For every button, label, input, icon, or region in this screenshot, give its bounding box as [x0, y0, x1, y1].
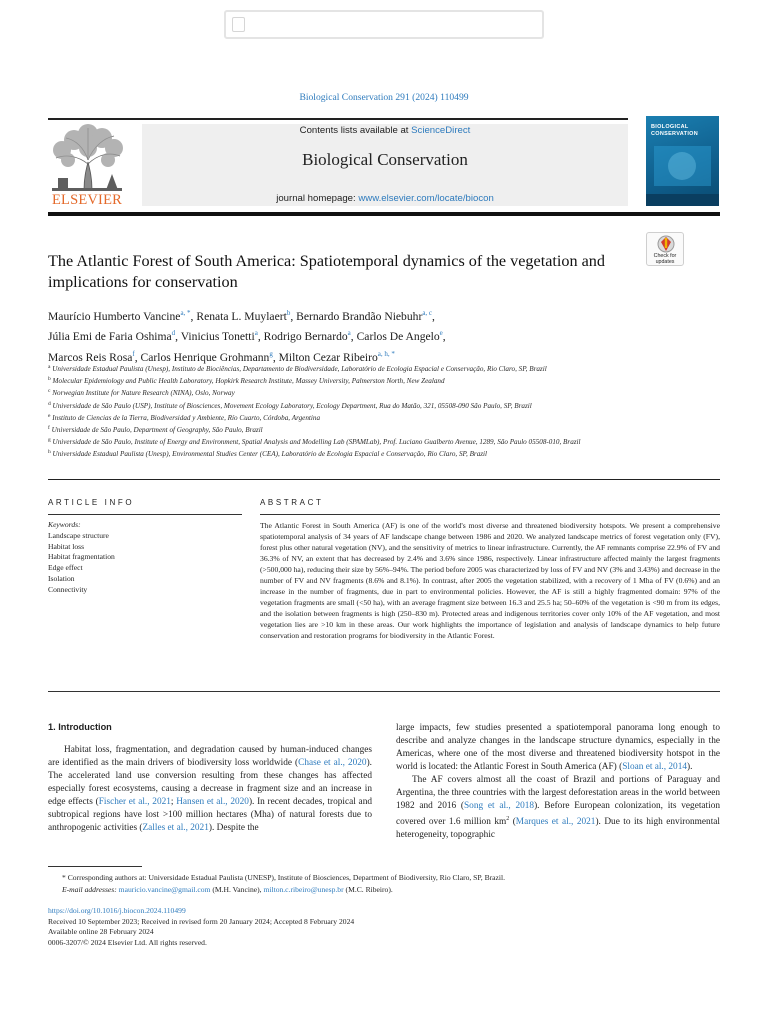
crossmark-line2: updates [655, 259, 675, 265]
author-separator: , [175, 330, 181, 344]
author-affiliation-marker[interactable]: a, c [422, 309, 433, 317]
email-owner: (M.H. Vancine), [210, 884, 264, 894]
author-separator: , [134, 350, 141, 364]
homepage-prefix: journal homepage: [276, 193, 359, 204]
available-online-date: Available online 28 February 2024 [48, 927, 154, 937]
article-info-rule [48, 514, 242, 515]
author-affiliation-marker[interactable]: a [254, 329, 258, 338]
author-affiliation-marker[interactable]: e [439, 329, 443, 338]
author-separator: , [272, 350, 279, 364]
author-affiliation-marker[interactable]: a [347, 329, 351, 338]
viewer-toolbar[interactable] [224, 10, 544, 39]
author-affiliation-marker[interactable]: g [269, 349, 273, 358]
intro-paragraph [396, 722, 720, 774]
intro-text: ). Despite the [208, 823, 259, 833]
affiliation-text: Instituto de Ciencias de la Tierra, Biodiversidad y Ambiente, Río Cuarto, Córdoba, Argentina [52, 413, 321, 422]
footnotes [48, 872, 720, 895]
cover-title-line2: CONSERVATION [651, 130, 698, 137]
reference-link[interactable]: Fischer et al., 2021 [98, 797, 171, 807]
affiliation-item [48, 386, 638, 398]
author-affiliation-marker[interactable]: b [286, 309, 291, 317]
keyword-item: Edge effect [48, 563, 83, 573]
intro-column-left [48, 744, 372, 835]
affiliation-text: Universidade Estadual Paulista (Unesp), Environmental Studies Center (CEA), Laboratório de Ecologia Espacial e Conservação, Rio Claro, SP, Brazil [52, 450, 488, 459]
keyword-item: Habitat fragmentation [48, 552, 115, 562]
sciencedirect-link[interactable]: ScienceDirect [411, 125, 471, 136]
superscript: 2 [506, 816, 510, 822]
header-top-rule [48, 118, 628, 120]
author-affiliation-marker[interactable]: f [132, 349, 135, 358]
reference-link[interactable]: Song et al., 2018 [464, 801, 535, 811]
affiliation-key: d [48, 400, 51, 407]
footnote-rule [48, 866, 142, 867]
author-separator: , [432, 310, 435, 323]
affiliation-text: Universidade de São Paulo (USP), Institute of Biosciences, Movement Ecology Laboratory, Ecology Department, Rua do Matão, 321, 05508-090 São Paulo, SP, Brazil [52, 401, 532, 410]
journal-title: Biological Conservation [302, 150, 468, 169]
article-title: The Atlantic Forest of South America: Spatiotemporal dynamics of the vegetation and implications for conservation [48, 252, 605, 291]
article-info-heading: ARTICLE INFO [48, 498, 135, 507]
article-info-top-rule [48, 479, 720, 480]
reference-link[interactable]: Chase et al., 2020 [298, 758, 367, 768]
email-link-vancine[interactable]: mauricio.vancine@gmail.com [118, 884, 211, 894]
received-dates: Received 10 September 2023; Received in revised form 20 January 2024; Accepted 8 February 2024 [48, 916, 355, 926]
doi-link[interactable]: https://doi.org/10.1016/j.biocon.2024.110499 [48, 906, 186, 915]
author-name[interactable]: Marcos Reis Rosa [48, 350, 133, 364]
intro-column-right [396, 722, 720, 842]
affiliation-key: h [48, 449, 51, 456]
contents-prefix: Contents lists available at [299, 125, 412, 136]
author-name[interactable]: Carlos De Angelo [356, 330, 440, 344]
abstract-heading: ABSTRACT [260, 498, 324, 507]
affiliation-item [48, 423, 638, 435]
keyword-item: Connectivity [48, 584, 88, 594]
intro-text: large impacts, few studies presented a spatiotemporal panorama long enough to describe and analyze changes in the landscape structure dynamics, especially in the Americas, where one of the most diverse and threatened biodiversity hotspot in the world is located: the Atlantic Forest in South America (AF) ( [396, 723, 720, 772]
abstract-rule [260, 514, 720, 515]
introduction-heading: 1. Introduction [48, 722, 112, 732]
keyword-item: Habitat loss [48, 541, 85, 551]
crossmark-icon [647, 234, 685, 254]
author-separator: , [290, 310, 297, 323]
affiliation-text: Universidade de São Paulo, Department of Geography, São Paulo, Brazil [51, 426, 263, 435]
check-for-updates-label [646, 253, 684, 265]
affiliation-key: c [48, 388, 51, 395]
affiliation-item [48, 399, 638, 411]
intro-paragraph [396, 774, 720, 842]
intro-text: ( [509, 817, 516, 828]
author-name[interactable]: Maurício Humberto Vancine [48, 310, 181, 323]
author-name[interactable]: Rodrigo Bernardo [263, 330, 348, 344]
email-line [48, 884, 720, 896]
abstract-text: The Atlantic Forest in South America (AF) is one of the world's most diverse and threatened biodiversity hotspots. We present a comprehensive spatiotemporal analysis of 34 years of AF landscape change between 1986 and 2020. We analyzed landscape metrics of forest vegetation only (FV), forest plus other natural vegetation (NV), and the sensitivity of metrics to linear infrastructure. Currently, the AF remnants comprise 22.9% of FV and 36.3% of NV, an extent that has decreased by 2.4% and 3.6% since 1986, respectively. Linear infrastructure affected mainly the largest fragments (>500,000 ha), reducing their size by 56%–94%. The period before 2005 was characterized by loss of FV and NV (3% and 3.43%) and decrease in the number of FV and NV fragments (8.6% and 8.1%). In contrast, after 2005 the vegetation stabilized, with a recovery of 1 Mha of FV (0.6%) and an increase in the number of fragments, due in part to environmental policies. However, the AF is still a highly fragmented domain: 97% of the vegetation fragments are small (<50 ha), with an average fragment size between 16.3 and 25.5 ha; 50–60% of the vegetation is <90 m from its edges, and the isolation between fragments is high (250–830 m). Protected areas and indigenous territories cover only 10% of the AF vegetation, and most vegetation lies are >10 km in these areas. Our work highlights the importance of legislation and analysis of landscape dynamics to help future conservation and restoration programs for biodiversity in the Atlantic Forest. [260, 521, 720, 640]
intro-text: Habitat loss, fragmentation, and degradation caused by human-induced changes are identified as the main drivers of biodiversity loss worldwide ( [48, 745, 372, 768]
cover-title [651, 124, 715, 137]
corresponding-author-note: * Corresponding authors at: Universidade Estadual Paulista (UNESP), Institute of Biosciences, Department of Biodiversity, Rio Claro, SP, Brazil. [62, 873, 506, 882]
affiliation-key: a [48, 364, 51, 370]
reference-link[interactable]: Sloan et al., 2014 [622, 762, 687, 772]
affiliation-key: g [48, 437, 51, 444]
email-link-ribeiro[interactable]: milton.c.ribeiro@unesp.br [263, 884, 344, 894]
author-separator: , [257, 330, 264, 344]
cover-title-line1: BIOLOGICAL [651, 124, 689, 130]
reference-link[interactable]: Hansen et al., 2020 [176, 797, 249, 807]
abstract-bottom-rule [48, 691, 720, 692]
journal-homepage-line [142, 193, 628, 204]
author-separator: , [190, 310, 197, 323]
intro-text: ). In recent decades, tropical and subtropical regions have lost >100 million hectares (Mha) of natural forests due to anthropogenic activities ( [48, 797, 372, 833]
author-name[interactable]: Milton Cezar Ribeiro [278, 350, 378, 364]
author-affiliation-marker[interactable]: a, * [180, 309, 191, 317]
publication-details [48, 906, 720, 949]
intro-text: The AF covers almost all the coast of Brazil and portions of Paraguay and Argentina, the three countries with the largest deforestation areas in the world between 1982 and 2016 ( [396, 775, 720, 811]
author-list [48, 305, 648, 366]
author-name[interactable]: Júlia Emi de Faria Oshima [48, 330, 172, 344]
contents-available-line [142, 125, 628, 136]
affiliation-item [48, 362, 638, 374]
intro-text: ). Before European colonization, its vegetation covered over 1.6 million km [396, 801, 720, 828]
affiliation-key: b [48, 376, 51, 383]
intro-text: ). [687, 762, 693, 772]
header-bottom-rule [48, 212, 720, 216]
crossmark-line1: Check for [653, 253, 677, 259]
affiliation-item [48, 374, 638, 386]
keywords-label: Keywords: [48, 520, 81, 529]
affiliation-item [48, 447, 638, 459]
journal-homepage-link[interactable]: www.elsevier.com/locate/biocon [358, 193, 494, 204]
affiliation-text: Molecular Epidemiology and Public Health Laboratory, Hopkirk Research Institute, Massey University, Palmerston North, New Zealand [52, 377, 445, 386]
reference-link[interactable]: Zalles et al., 2021 [142, 823, 209, 833]
keyword-item: Isolation [48, 573, 75, 583]
copyright-line: 0006-3207/© 2024 Elsevier Ltd. All rights reserved. [48, 938, 207, 948]
affiliation-item [48, 435, 638, 447]
author-separator: , [350, 330, 357, 344]
author-name[interactable]: Renata L. Muylaert [196, 310, 287, 323]
affiliation-text: Norwegian Institute for Nature Research (NINA), Oslo, Norway [52, 389, 235, 398]
author-affiliation-marker[interactable]: a, h, * [377, 349, 395, 358]
affiliation-text: Universidade de São Paulo, Institute of Energy and Environment, Spatial Analysis and Modelling Lab (SPAMLab), Prof. Luciano Gualberto Avenue, 1289, São Paulo 05508-010, Brazil [52, 438, 581, 447]
affiliation-list [48, 362, 638, 460]
affiliation-key: f [48, 425, 50, 432]
intro-text: ). Due to its high environmental heterogeneity, topographic [396, 817, 720, 841]
affiliation-text: Universidade Estadual Paulista (Unesp), Instituto de Biociências, Departamento de Biodiversidade, Laboratório de Ecologia Espacial e Conservação, Rio Claro, SP, Brazil [52, 365, 547, 373]
author-separator: , [442, 330, 446, 344]
keyword-list [48, 531, 238, 596]
author-name[interactable]: Bernardo Brandão Niebuhr [296, 310, 423, 323]
keywords-block [48, 520, 238, 596]
journal-citation[interactable]: Biological Conservation 291 (2024) 110499 [299, 92, 469, 103]
author-affiliation-marker[interactable]: d [171, 329, 176, 338]
email-label: E-mail addresses: [62, 884, 119, 894]
affiliation-item [48, 411, 638, 423]
author-name[interactable]: Vinicius Tonetti [180, 330, 255, 344]
reference-link[interactable]: Marques et al., 2021 [515, 817, 596, 828]
email-owner: (M.C. Ribeiro). [343, 884, 393, 894]
elsevier-wordmark: ELSEVIER [51, 192, 123, 208]
intro-text: ; [170, 797, 177, 807]
keyword-item: Landscape structure [48, 530, 109, 540]
page-icon[interactable] [232, 17, 245, 32]
affiliation-key: e [48, 412, 51, 419]
author-name[interactable]: Carlos Henrique Grohmann [140, 350, 270, 364]
intro-text: ). The accelerated land use conversion resulting from these changes has affected especially forest ecosystems, causing a decrease in fragment size and an increase in edge effects ( [48, 758, 372, 807]
